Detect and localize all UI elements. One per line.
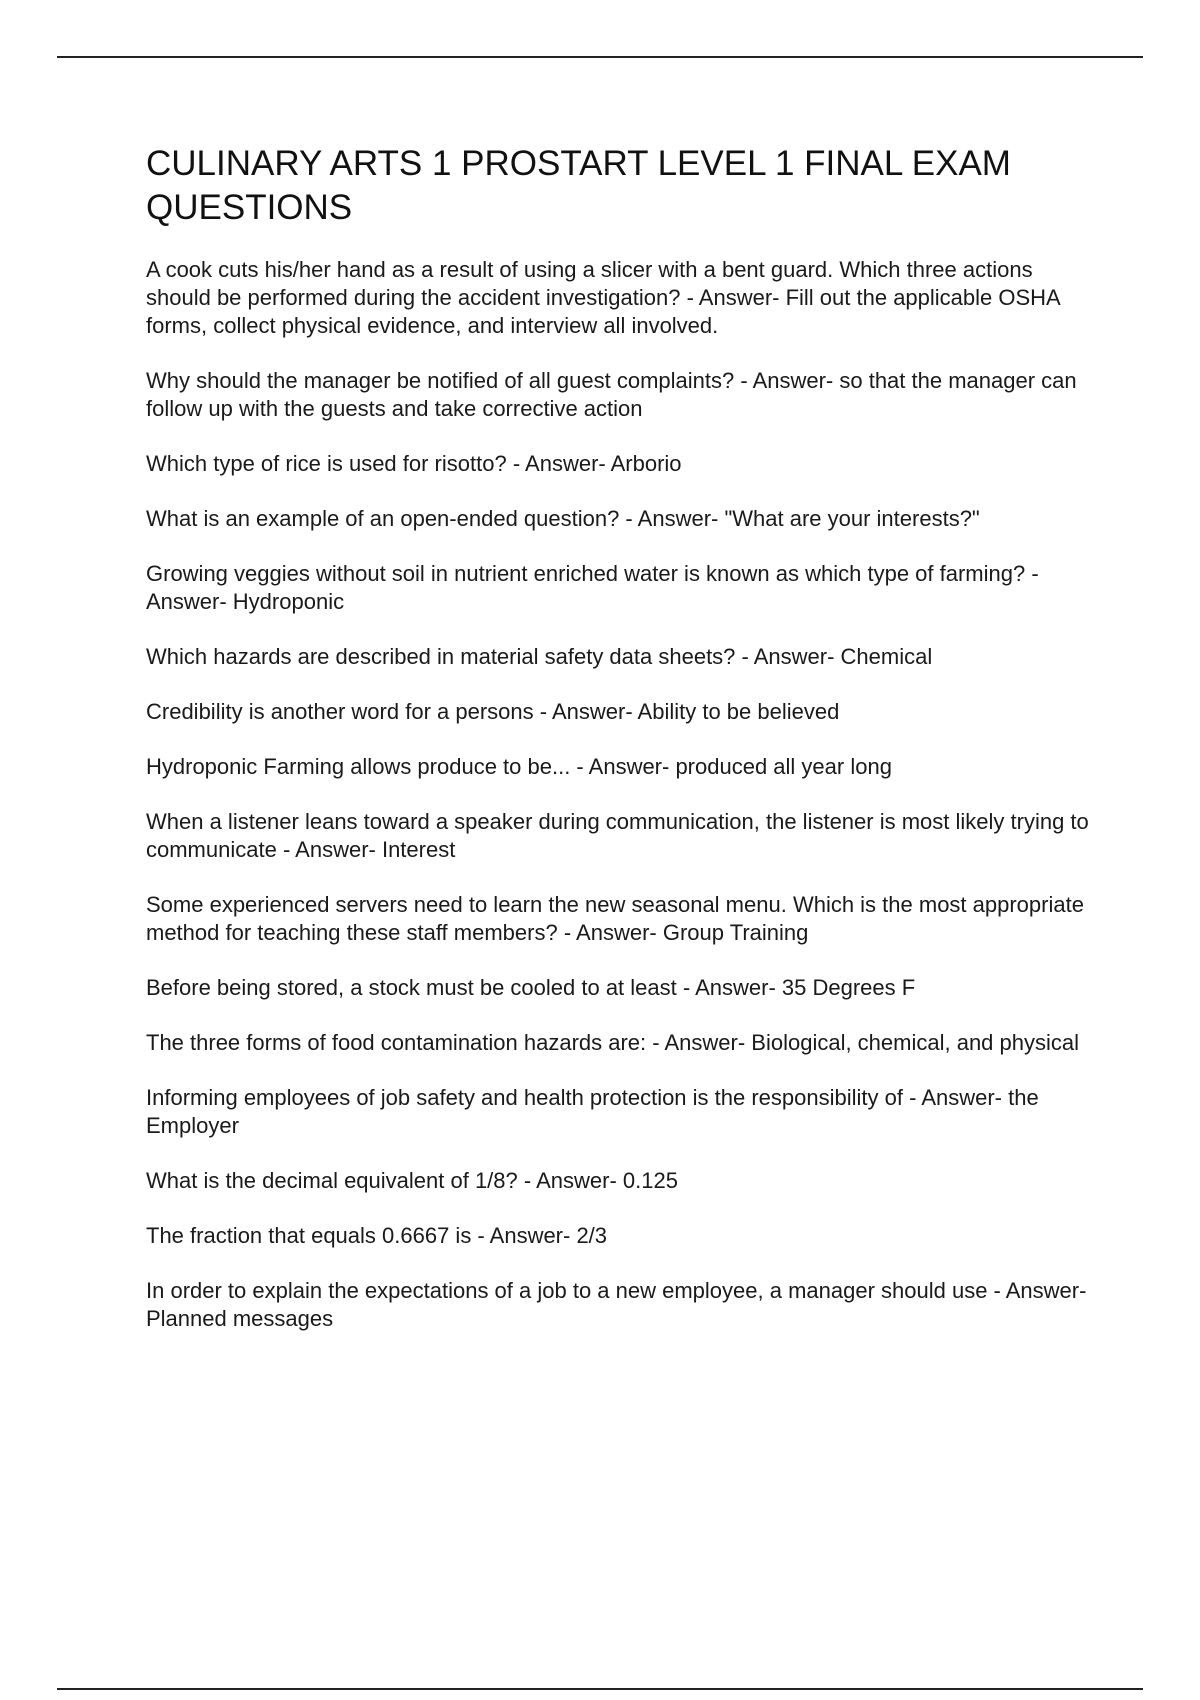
document-body — [146, 142, 1096, 1360]
qa-item: Why should the manager be notified of all guest complaints? - Answer- so that the manager can follow up with the guests and take corrective action — [146, 368, 1077, 421]
qa-item: Which type of rice is used for risotto? - Answer- Arborio — [146, 451, 682, 476]
qa-item: Growing veggies without soil in nutrient enriched water is known as which type of farming? - Answer- Hydroponic — [146, 561, 1039, 614]
qa-item: Some experienced servers need to learn the new seasonal menu. Which is the most appropriate method for teaching these staff members? - Answer- Group Training — [146, 892, 1084, 945]
top-rule — [57, 56, 1143, 58]
qa-item: Informing employees of job safety and health protection is the responsibility of - Answer- the Employer — [146, 1085, 1039, 1138]
qa-item: What is the decimal equivalent of 1/8? - Answer- 0.125 — [146, 1168, 678, 1193]
document-title: CULINARY ARTS 1 PROSTART LEVEL 1 FINAL EXAM QUESTIONS — [146, 144, 1011, 227]
qa-item: Which hazards are described in material safety data sheets? - Answer- Chemical — [146, 644, 933, 669]
qa-item: A cook cuts his/her hand as a result of using a slicer with a bent guard. Which three actions should be performed during the accident investigation? - Answer- Fill out the applicable OSHA forms, collect physical evidence, and interview all involved. — [146, 257, 1060, 338]
qa-item: When a listener leans toward a speaker during communication, the listener is most likely trying to communicate - Answer- Interest — [146, 809, 1089, 862]
qa-item: The three forms of food contamination hazards are: - Answer- Biological, chemical, and physical — [146, 1030, 1080, 1055]
bottom-rule — [57, 1688, 1143, 1690]
qa-item: Before being stored, a stock must be cooled to at least - Answer- 35 Degrees F — [146, 975, 916, 1000]
qa-item: The fraction that equals 0.6667 is - Answer- 2/3 — [146, 1223, 608, 1248]
qa-item: Credibility is another word for a persons - Answer- Ability to be believed — [146, 699, 840, 724]
qa-item: Hydroponic Farming allows produce to be... - Answer- produced all year long — [146, 754, 892, 779]
qa-item: In order to explain the expectations of a job to a new employee, a manager should use - Answer- Planned messages — [146, 1278, 1087, 1331]
qa-item: What is an example of an open-ended question? - Answer- "What are your interests?" — [146, 506, 980, 531]
